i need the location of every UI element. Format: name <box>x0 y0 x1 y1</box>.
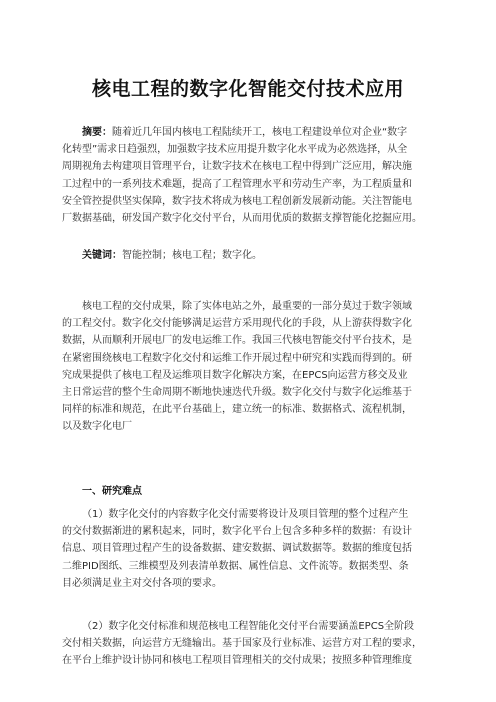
paragraph-line: 二维PID图纸、三维模型及列表清单数据、属性信息、文件流等。数据类型、条 <box>62 560 409 572</box>
paragraph-line: （1）数字化交付的内容数字化交付需要将设计及项目管理的整个过程产生 <box>82 509 409 520</box>
abstract-section <box>62 124 442 227</box>
paragraph-line: 信息、项目管理过程产生的设备数据、建安数据、调试数据等。数据的维度包括 <box>62 543 412 555</box>
paragraph-line: 目必须满足业主对交付各项的要求。 <box>62 577 222 589</box>
intro-line: 究成果提供了核电工程及运维项目数字化解决方案，在EPCS向运营方移交及业 <box>62 369 408 381</box>
abstract-line: 厂数据基础，研发国产数字化交付平台，从而用优质的数据支撑智能化挖掘应用。 <box>62 213 422 225</box>
keywords-text: 智能控制；核电工程；数字化。 <box>122 250 262 261</box>
abstract-line <box>62 124 442 141</box>
abstract-label: 摘要： <box>82 127 112 138</box>
section-heading <box>62 483 442 500</box>
section1-paragraph-1 <box>62 506 442 592</box>
abstract-line: 安全管控提供坚实保障，数字技术将成为核电工程创新发展新动能。关注智能电 <box>62 195 412 207</box>
keywords-section <box>62 247 442 264</box>
keywords-line <box>62 247 442 264</box>
section-heading-text: 一、研究难点 <box>82 486 142 497</box>
paper-title: 核电工程的数字化智能交付技术应用 <box>91 78 404 100</box>
keywords-label: 关键词： <box>82 250 122 261</box>
intro-paragraph <box>62 298 442 436</box>
section1-paragraph-2 <box>62 618 442 670</box>
abstract-line: 周期视角去构建项目管理平台，让数字技术在核电工程中得到广泛应用，解决施 <box>62 161 412 173</box>
intro-line: 数据，从而顺利开展电厂的发电运维工作。我国三代核电智能交付平台技术，是 <box>62 335 412 347</box>
paragraph-line: 的交付数据渐进的累积起来，同时，数字化平台上包含多种多样的数据：有设计 <box>62 526 412 538</box>
intro-line: 在紧密围绕核电工程数字化交付和运维工作开展过程中研究和实践而得到的。研 <box>62 352 412 364</box>
intro-line: 以及数字化电厂 <box>62 421 132 433</box>
paragraph-line: （2）数字化交付标准和规范核电工程智能化交付平台需要涵盖EPCS全阶段 <box>82 621 415 632</box>
abstract-line: 工过程中的一系列技术难题，提高了工程管理水平和劳动生产率，为工程质量和 <box>62 178 412 190</box>
intro-line: 核电工程的交付成果，除了实体电站之外，最重要的一部分莫过于数字领域 <box>82 301 412 312</box>
paragraph-line: 交付相关数据，向运营方无缝输出。基于国家及行业标准、运营方对工程的要求， <box>62 638 422 650</box>
intro-line: 同样的标准和规范，在此平台基础上，建立统一的标准、数据格式、流程机制， <box>62 404 412 416</box>
paragraph-line: 在平台上维护设计协同和核电工程项目管理相关的交付成果；按照多种管理维度 <box>62 655 412 667</box>
abstract-line: 化转型”需求日趋强烈，加强数字技术应用提升数字化水平成为必然选择，从全 <box>62 144 408 156</box>
intro-line: 主日常运营的整个生命周期不断地快速迭代升级。数字化交付与数字化运维基于 <box>62 387 412 399</box>
abstract-text: 随着近几年国内核电工程陆续开工，核电工程建设单位对企业“数字 <box>112 127 408 138</box>
intro-line: 的工程交付。数字化交付能够满足运营方采用现代化的手段，从上游获得数字化 <box>62 318 412 330</box>
